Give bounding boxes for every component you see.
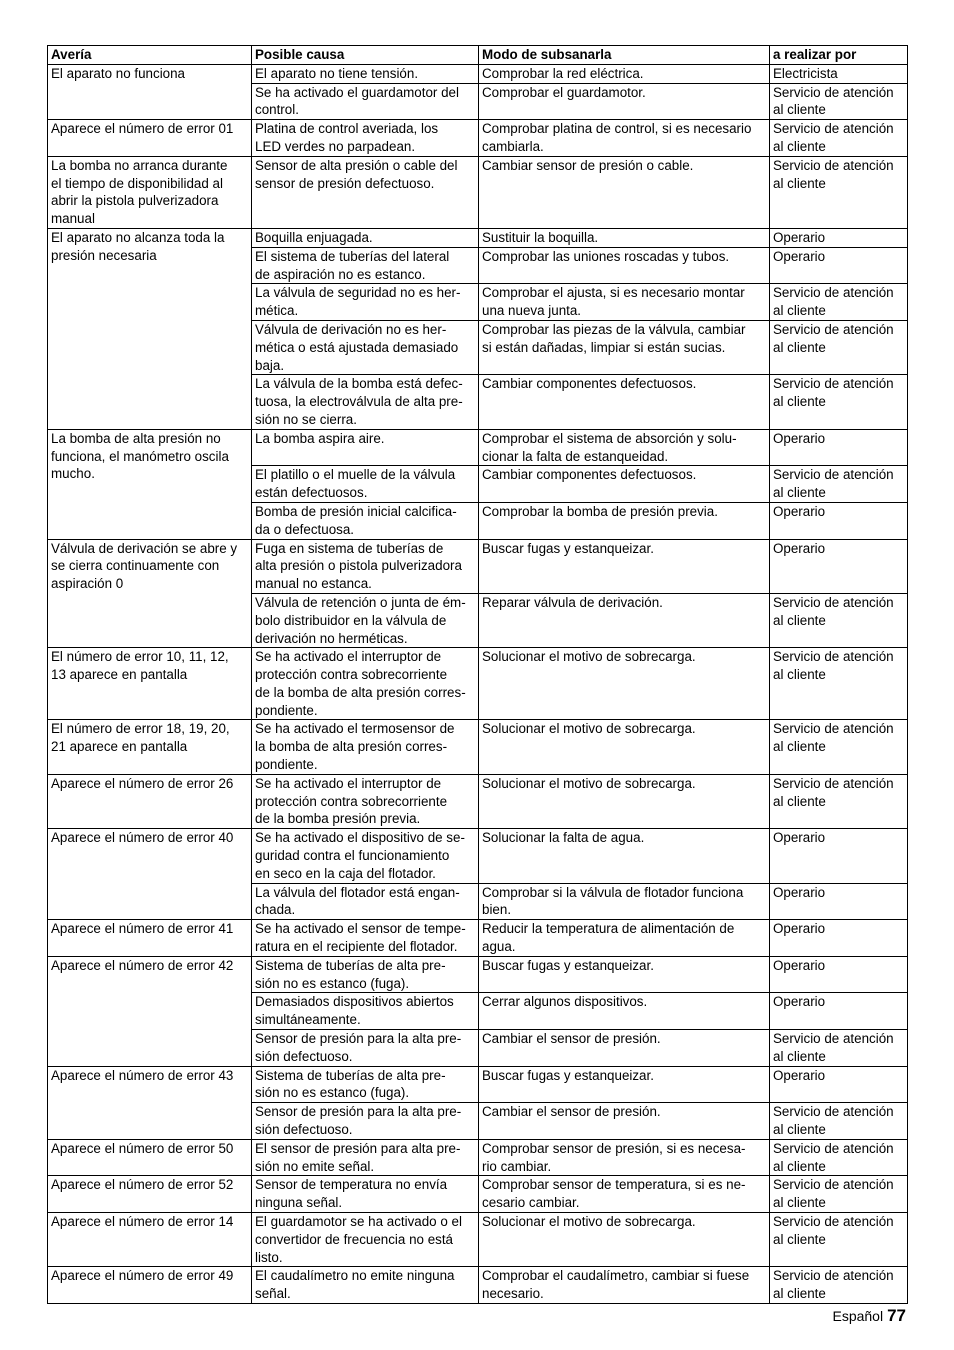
performed-by-cell: Servicio de atención al cliente <box>770 1103 908 1140</box>
cause-cell: El guardamotor se ha activado o el convertidor de frecuencia no está listo. <box>252 1213 479 1267</box>
performed-by-cell: Servicio de atención al cliente <box>770 156 908 228</box>
remedy-cell: Cambiar componentes defectuosos. <box>479 466 770 503</box>
troubleshooting-table <box>47 45 908 1304</box>
table-row <box>48 228 908 247</box>
table-row <box>48 1176 908 1213</box>
table-body <box>48 64 908 1303</box>
cause-cell: Platina de control averiada, los LED verdes no parpadean. <box>252 120 479 157</box>
remedy-cell: Solucionar el motivo de sobrecarga. <box>479 648 770 720</box>
performed-by-cell: Servicio de atención al cliente <box>770 120 908 157</box>
remedy-cell: Comprobar las piezas de la válvula, cambiar si están dañadas, limpiar si están sucias. <box>479 320 770 374</box>
table-row <box>48 1066 908 1103</box>
remedy-cell: Buscar fugas y estanqueizar. <box>479 1066 770 1103</box>
remedy-cell: Comprobar si la válvula de flotador funciona bien. <box>479 883 770 920</box>
cause-cell: Se ha activado el termosensor de la bomba de alta presión corres- pondiente. <box>252 720 479 774</box>
performed-by-cell: Operario <box>770 829 908 883</box>
remedy-cell: Reparar válvula de derivación. <box>479 593 770 647</box>
fault-cell: Aparece el número de error 41 <box>48 920 252 957</box>
fault-cell: Aparece el número de error 01 <box>48 120 252 157</box>
remedy-cell: Comprobar sensor de presión, si es necesa- rio cambiar. <box>479 1139 770 1176</box>
remedy-cell: Comprobar sensor de temperatura, si es ne- cesario cambiar. <box>479 1176 770 1213</box>
footer-language: Español <box>832 1308 884 1324</box>
performed-by-cell: Servicio de atención al cliente <box>770 284 908 321</box>
cause-cell: Sensor de alta presión o cable del sensor de presión defectuoso. <box>252 156 479 228</box>
header-remedy: Modo de subsanarla <box>479 46 770 65</box>
performed-by-cell: Operario <box>770 429 908 466</box>
fault-cell: Aparece el número de error 40 <box>48 829 252 920</box>
table-row <box>48 829 908 883</box>
table-row <box>48 539 908 593</box>
performed-by-cell: Servicio de atención al cliente <box>770 1213 908 1267</box>
remedy-cell: Sustituir la boquilla. <box>479 228 770 247</box>
fault-cell: Aparece el número de error 43 <box>48 1066 252 1139</box>
cause-cell: El aparato no tiene tensión. <box>252 64 479 83</box>
cause-cell: Válvula de derivación no es her- mética o está ajustada demasiado baja. <box>252 320 479 374</box>
table-row <box>48 156 908 228</box>
table-row <box>48 956 908 993</box>
cause-cell: Sistema de tuberías de alta pre- sión no es estanco (fuga). <box>252 956 479 993</box>
performed-by-cell: Servicio de atención al cliente <box>770 375 908 429</box>
performed-by-cell: Servicio de atención al cliente <box>770 83 908 120</box>
performed-by-cell: Operario <box>770 1066 908 1103</box>
header-fault: Avería <box>48 46 252 65</box>
fault-cell: Aparece el número de error 14 <box>48 1213 252 1267</box>
fault-cell: El aparato no alcanza toda la presión necesaria <box>48 228 252 429</box>
cause-cell: Fuga en sistema de tuberías de alta presión o pistola pulverizadora manual no estanca. <box>252 539 479 593</box>
performed-by-cell: Servicio de atención al cliente <box>770 593 908 647</box>
performed-by-cell: Servicio de atención al cliente <box>770 320 908 374</box>
performed-by-cell: Servicio de atención al cliente <box>770 1030 908 1067</box>
performed-by-cell: Operario <box>770 920 908 957</box>
cause-cell: Se ha activado el dispositivo de se- guridad contra el funcionamiento en seco en la caja del flotador. <box>252 829 479 883</box>
cause-cell: Sensor de temperatura no envía ninguna señal. <box>252 1176 479 1213</box>
cause-cell: Sensor de presión para la alta pre- sión defectuoso. <box>252 1030 479 1067</box>
remedy-cell: Cambiar sensor de presión o cable. <box>479 156 770 228</box>
table-row <box>48 1267 908 1304</box>
performed-by-cell: Servicio de atención al cliente <box>770 774 908 828</box>
table-row <box>48 648 908 720</box>
performed-by-cell: Operario <box>770 502 908 539</box>
fault-cell: Válvula de derivación se abre y se cierra continuamente con aspiración 0 <box>48 539 252 648</box>
performed-by-cell: Servicio de atención al cliente <box>770 1267 908 1304</box>
page-number: 77 <box>887 1306 906 1325</box>
table-row <box>48 64 908 83</box>
fault-cell: Aparece el número de error 49 <box>48 1267 252 1304</box>
performed-by-cell: Servicio de atención al cliente <box>770 720 908 774</box>
cause-cell: El caudalímetro no emite ninguna señal. <box>252 1267 479 1304</box>
remedy-cell: Comprobar la red eléctrica. <box>479 64 770 83</box>
fault-cell: El número de error 10, 11, 12, 13 aparece en pantalla <box>48 648 252 720</box>
performed-by-cell: Operario <box>770 993 908 1030</box>
cause-cell: La válvula de la bomba está defec- tuosa, la electroválvula de alta pre- sión no se cierra. <box>252 375 479 429</box>
performed-by-cell: Operario <box>770 247 908 284</box>
remedy-cell: Cambiar componentes defectuosos. <box>479 375 770 429</box>
remedy-cell: Solucionar la falta de agua. <box>479 829 770 883</box>
cause-cell: Boquilla enjuagada. <box>252 228 479 247</box>
performed-by-cell: Operario <box>770 956 908 993</box>
cause-cell: El platillo o el muelle de la válvula están defectuosos. <box>252 466 479 503</box>
remedy-cell: Reducir la temperatura de alimentación de agua. <box>479 920 770 957</box>
performed-by-cell: Servicio de atención al cliente <box>770 648 908 720</box>
table-header-row <box>48 46 908 65</box>
fault-cell: Aparece el número de error 26 <box>48 774 252 828</box>
table-row <box>48 920 908 957</box>
table-row <box>48 429 908 466</box>
header-performed-by: a realizar por <box>770 46 908 65</box>
performed-by-cell: Servicio de atención al cliente <box>770 1176 908 1213</box>
remedy-cell: Solucionar el motivo de sobrecarga. <box>479 774 770 828</box>
page-footer <box>832 1306 906 1326</box>
remedy-cell: Comprobar el ajusta, si es necesario montar una nueva junta. <box>479 284 770 321</box>
remedy-cell: Cerrar algunos dispositivos. <box>479 993 770 1030</box>
performed-by-cell: Servicio de atención al cliente <box>770 466 908 503</box>
cause-cell: Sistema de tuberías de alta pre- sión no es estanco (fuga). <box>252 1066 479 1103</box>
remedy-cell: Buscar fugas y estanqueizar. <box>479 956 770 993</box>
remedy-cell: Comprobar el caudalímetro, cambiar si fuese necesario. <box>479 1267 770 1304</box>
performed-by-cell: Operario <box>770 539 908 593</box>
table-row <box>48 774 908 828</box>
remedy-cell: Comprobar las uniones roscadas y tubos. <box>479 247 770 284</box>
remedy-cell: Comprobar el guardamotor. <box>479 83 770 120</box>
fault-cell: Aparece el número de error 42 <box>48 956 252 1066</box>
remedy-cell: Cambiar el sensor de presión. <box>479 1030 770 1067</box>
table-row <box>48 1213 908 1267</box>
performed-by-cell: Servicio de atención al cliente <box>770 1139 908 1176</box>
remedy-cell: Cambiar el sensor de presión. <box>479 1103 770 1140</box>
cause-cell: Se ha activado el interruptor de protección contra sobrecorriente de la bomba presión previa. <box>252 774 479 828</box>
fault-cell: La bomba no arranca durante el tiempo de disponibilidad al abrir la pistola pulverizadora manual <box>48 156 252 228</box>
header-cause: Posible causa <box>252 46 479 65</box>
fault-cell: Aparece el número de error 52 <box>48 1176 252 1213</box>
table-row <box>48 720 908 774</box>
remedy-cell: Solucionar el motivo de sobrecarga. <box>479 720 770 774</box>
performed-by-cell: Operario <box>770 228 908 247</box>
cause-cell: La válvula de seguridad no es her- mética. <box>252 284 479 321</box>
cause-cell: Bomba de presión inicial calcifica- da o defectuosa. <box>252 502 479 539</box>
cause-cell: La válvula del flotador está engan- chada. <box>252 883 479 920</box>
cause-cell: Válvula de retención o junta de ém- bolo distribuidor en la válvula de derivación no herméticas. <box>252 593 479 647</box>
cause-cell: Se ha activado el guardamotor del control. <box>252 83 479 120</box>
cause-cell: Se ha activado el sensor de tempe- ratura en el recipiente del flotador. <box>252 920 479 957</box>
performed-by-cell: Operario <box>770 883 908 920</box>
remedy-cell: Comprobar el sistema de absorción y solu- cionar la falta de estanqueidad. <box>479 429 770 466</box>
performed-by-cell: Electricista <box>770 64 908 83</box>
cause-cell: Sensor de presión para la alta pre- sión defectuoso. <box>252 1103 479 1140</box>
cause-cell: El sensor de presión para alta pre- sión no emite señal. <box>252 1139 479 1176</box>
fault-cell: El aparato no funciona <box>48 64 252 119</box>
fault-cell: La bomba de alta presión no funciona, el manómetro oscila mucho. <box>48 429 252 539</box>
cause-cell: Demasiados dispositivos abiertos simultáneamente. <box>252 993 479 1030</box>
table-row <box>48 1139 908 1176</box>
fault-cell: El número de error 18, 19, 20, 21 aparece en pantalla <box>48 720 252 774</box>
cause-cell: La bomba aspira aire. <box>252 429 479 466</box>
cause-cell: El sistema de tuberías del lateral de aspiración no es estanco. <box>252 247 479 284</box>
remedy-cell: Comprobar platina de control, si es necesario cambiarla. <box>479 120 770 157</box>
remedy-cell: Buscar fugas y estanqueizar. <box>479 539 770 593</box>
remedy-cell: Solucionar el motivo de sobrecarga. <box>479 1213 770 1267</box>
cause-cell: Se ha activado el interruptor de protección contra sobrecorriente de la bomba de alta presión corres- pondiente. <box>252 648 479 720</box>
fault-cell: Aparece el número de error 50 <box>48 1139 252 1176</box>
table-row <box>48 120 908 157</box>
remedy-cell: Comprobar la bomba de presión previa. <box>479 502 770 539</box>
